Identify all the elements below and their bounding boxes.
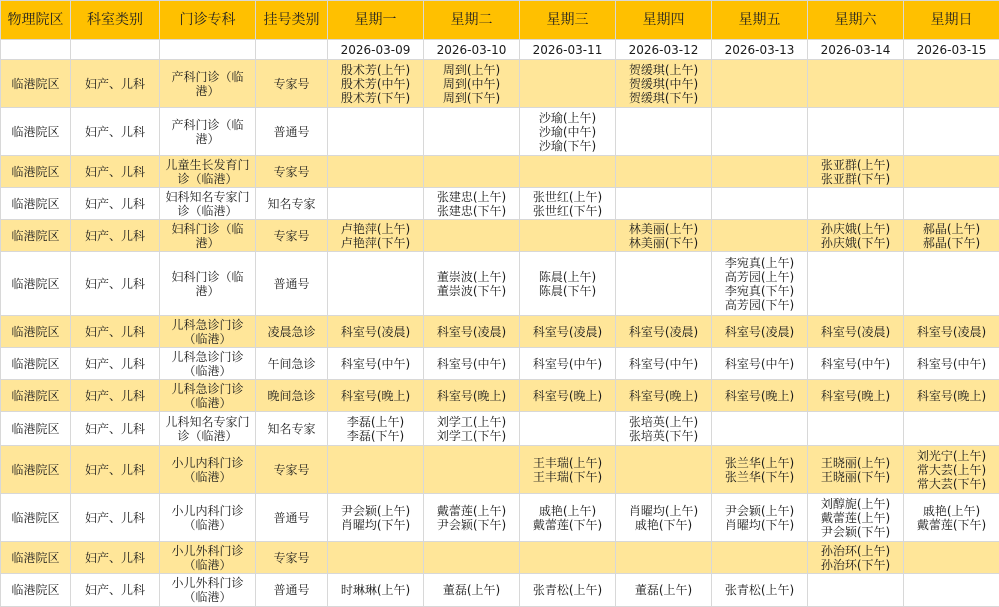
schedule-cell bbox=[328, 412, 424, 446]
header-monday: 星期一 bbox=[328, 1, 424, 40]
schedule-cell bbox=[904, 156, 999, 188]
category-cell: 妇产、儿科 bbox=[71, 446, 160, 494]
schedule-cell bbox=[616, 446, 712, 494]
schedule-cell bbox=[904, 348, 999, 380]
doctor-slot[interactable]: 尹会颖(下午) bbox=[424, 518, 519, 532]
doctor-slot[interactable]: 林美丽(下午) bbox=[616, 236, 711, 250]
doctor-slot[interactable]: 周到(上午) bbox=[424, 63, 519, 77]
category-cell: 妇产、儿科 bbox=[71, 316, 160, 348]
schedule-cell bbox=[520, 446, 616, 494]
doctor-slot[interactable]: 贺缓琪(下午) bbox=[616, 91, 711, 105]
schedule-cell bbox=[328, 380, 424, 412]
doctor-slot[interactable]: 张兰华(下午) bbox=[712, 470, 807, 484]
schedule-cell bbox=[424, 220, 520, 252]
type-cell: 专家号 bbox=[256, 446, 328, 494]
doctor-slot[interactable]: 肖曜均(下午) bbox=[712, 518, 807, 532]
schedule-cell bbox=[328, 220, 424, 252]
campus-cell: 临港院区 bbox=[1, 220, 71, 252]
table-row bbox=[1, 316, 999, 348]
schedule-cell bbox=[904, 220, 999, 252]
schedule-cell bbox=[616, 542, 712, 574]
doctor-slot[interactable]: 戴蕾莲(上午) bbox=[424, 504, 519, 518]
campus-cell: 临港院区 bbox=[1, 156, 71, 188]
doctor-slot[interactable]: 殷术芳(中午) bbox=[328, 77, 423, 91]
schedule-cell bbox=[520, 542, 616, 574]
schedule-cell bbox=[328, 252, 424, 316]
doctor-slot[interactable]: 张建忠(上午) bbox=[424, 190, 519, 204]
schedule-cell bbox=[520, 188, 616, 220]
doctor-slot[interactable]: 科室号(晚上) bbox=[712, 389, 807, 403]
dept-cell: 产科门诊（临港） bbox=[160, 60, 256, 108]
schedule-cell bbox=[616, 316, 712, 348]
schedule-cell bbox=[904, 108, 999, 156]
schedule-cell bbox=[904, 446, 999, 494]
doctor-slot[interactable]: 王晓丽(下午) bbox=[808, 470, 903, 484]
date-saturday: 2026-03-14 bbox=[808, 40, 904, 60]
campus-cell: 临港院区 bbox=[1, 252, 71, 316]
schedule-cell bbox=[424, 542, 520, 574]
schedule-cell bbox=[328, 446, 424, 494]
doctor-slot[interactable]: 陈晨(上午) bbox=[520, 270, 615, 284]
schedule-cell bbox=[424, 412, 520, 446]
schedule-cell bbox=[616, 348, 712, 380]
date-thursday: 2026-03-12 bbox=[616, 40, 712, 60]
campus-cell: 临港院区 bbox=[1, 316, 71, 348]
schedule-cell bbox=[520, 316, 616, 348]
type-cell: 专家号 bbox=[256, 220, 328, 252]
schedule-cell bbox=[520, 108, 616, 156]
type-cell: 专家号 bbox=[256, 542, 328, 574]
doctor-slot[interactable]: 沙瑜(中午) bbox=[520, 125, 615, 139]
schedule-cell bbox=[616, 220, 712, 252]
dept-cell: 儿科知名专家门诊（临港） bbox=[160, 412, 256, 446]
schedule-cell bbox=[712, 446, 808, 494]
doctor-slot[interactable]: 科室号(凌晨) bbox=[328, 325, 423, 339]
doctor-slot[interactable]: 科室号(晚上) bbox=[904, 389, 999, 403]
dept-cell: 儿童生长发育门诊（临港） bbox=[160, 156, 256, 188]
schedule-cell bbox=[424, 188, 520, 220]
type-cell: 普通号 bbox=[256, 108, 328, 156]
header-dept: 门诊专科 bbox=[160, 1, 256, 40]
doctor-slot[interactable]: 肖曜均(下午) bbox=[328, 518, 423, 532]
doctor-slot[interactable]: 张青松(上午) bbox=[712, 583, 807, 597]
schedule-cell bbox=[712, 188, 808, 220]
doctor-slot[interactable]: 戴蕾莲(上午) bbox=[808, 511, 903, 525]
doctor-slot[interactable]: 郝晶(下午) bbox=[904, 236, 999, 250]
doctor-slot[interactable]: 孙治环(上午) bbox=[808, 544, 903, 558]
header-saturday: 星期六 bbox=[808, 1, 904, 40]
doctor-slot[interactable]: 刘学工(上午) bbox=[424, 415, 519, 429]
date-blank bbox=[1, 40, 71, 60]
schedule-cell bbox=[712, 412, 808, 446]
schedule-cell bbox=[424, 380, 520, 412]
schedule-cell bbox=[424, 494, 520, 542]
schedule-cell bbox=[520, 60, 616, 108]
type-cell: 普通号 bbox=[256, 574, 328, 607]
doctor-slot[interactable]: 张世红(上午) bbox=[520, 190, 615, 204]
doctor-slot[interactable]: 科室号(中午) bbox=[520, 357, 615, 371]
schedule-cell bbox=[616, 380, 712, 412]
date-row bbox=[1, 40, 999, 60]
doctor-slot[interactable]: 时琳琳(上午) bbox=[328, 583, 423, 597]
doctor-slot[interactable]: 常大芸(上午) bbox=[904, 463, 999, 477]
dept-cell: 儿科急诊门诊（临港） bbox=[160, 316, 256, 348]
type-cell: 知名专家 bbox=[256, 188, 328, 220]
header-category: 科室类别 bbox=[71, 1, 160, 40]
doctor-slot[interactable]: 董崇波(下午) bbox=[424, 284, 519, 298]
schedule-cell bbox=[808, 108, 904, 156]
schedule-cell bbox=[712, 542, 808, 574]
dept-cell: 妇科门诊（临港） bbox=[160, 252, 256, 316]
category-cell: 妇产、儿科 bbox=[71, 108, 160, 156]
category-cell: 妇产、儿科 bbox=[71, 252, 160, 316]
doctor-slot[interactable]: 殷术芳(下午) bbox=[328, 91, 423, 105]
doctor-slot[interactable]: 董崇波(上午) bbox=[424, 270, 519, 284]
doctor-slot[interactable]: 董磊(上午) bbox=[424, 583, 519, 597]
doctor-slot[interactable]: 科室号(凌晨) bbox=[520, 325, 615, 339]
doctor-slot[interactable]: 科室号(凌晨) bbox=[424, 325, 519, 339]
doctor-slot[interactable]: 肖曜均(上午) bbox=[616, 504, 711, 518]
header-friday: 星期五 bbox=[712, 1, 808, 40]
date-tuesday: 2026-03-10 bbox=[424, 40, 520, 60]
dept-cell: 小儿内科门诊（临港） bbox=[160, 494, 256, 542]
table-row bbox=[1, 252, 999, 316]
doctor-slot[interactable]: 李磊(下午) bbox=[328, 429, 423, 443]
doctor-slot[interactable]: 张亚群(下午) bbox=[808, 172, 903, 186]
doctor-slot[interactable]: 李宛真(上午) bbox=[712, 256, 807, 270]
schedule-cell bbox=[424, 316, 520, 348]
schedule-cell bbox=[616, 156, 712, 188]
doctor-slot[interactable]: 李宛真(下午) bbox=[712, 284, 807, 298]
dept-cell: 儿科急诊门诊（临港） bbox=[160, 380, 256, 412]
schedule-cell bbox=[904, 316, 999, 348]
table-row bbox=[1, 188, 999, 220]
schedule-cell bbox=[328, 60, 424, 108]
dept-cell: 妇科知名专家门诊（临港） bbox=[160, 188, 256, 220]
doctor-slot[interactable]: 科室号(凌晨) bbox=[712, 325, 807, 339]
header-tuesday: 星期二 bbox=[424, 1, 520, 40]
category-cell: 妇产、儿科 bbox=[71, 380, 160, 412]
schedule-cell bbox=[328, 542, 424, 574]
doctor-slot[interactable]: 科室号(中午) bbox=[808, 357, 903, 371]
schedule-cell bbox=[808, 574, 904, 607]
table-row bbox=[1, 446, 999, 494]
category-cell: 妇产、儿科 bbox=[71, 348, 160, 380]
header-type: 挂号类别 bbox=[256, 1, 328, 40]
doctor-slot[interactable]: 戚艳(下午) bbox=[616, 518, 711, 532]
schedule-cell bbox=[904, 412, 999, 446]
doctor-slot[interactable]: 沙瑜(下午) bbox=[520, 139, 615, 153]
campus-cell: 临港院区 bbox=[1, 60, 71, 108]
doctor-slot[interactable]: 科室号(凌晨) bbox=[616, 325, 711, 339]
doctor-slot[interactable]: 戴蕾莲(下午) bbox=[904, 518, 999, 532]
schedule-cell bbox=[712, 220, 808, 252]
schedule-cell bbox=[904, 380, 999, 412]
doctor-slot[interactable]: 刘光宁(上午) bbox=[904, 449, 999, 463]
schedule-cell bbox=[808, 252, 904, 316]
schedule-cell bbox=[904, 494, 999, 542]
type-cell: 凌晨急诊 bbox=[256, 316, 328, 348]
doctor-slot[interactable]: 科室号(晚上) bbox=[520, 389, 615, 403]
campus-cell: 临港院区 bbox=[1, 108, 71, 156]
doctor-slot[interactable]: 沙瑜(上午) bbox=[520, 111, 615, 125]
doctor-slot[interactable]: 高芳园(下午) bbox=[712, 298, 807, 312]
schedule-cell bbox=[616, 494, 712, 542]
schedule-cell bbox=[712, 156, 808, 188]
category-cell: 妇产、儿科 bbox=[71, 60, 160, 108]
doctor-slot[interactable]: 张兰华(上午) bbox=[712, 456, 807, 470]
doctor-slot[interactable]: 科室号(晚上) bbox=[424, 389, 519, 403]
doctor-slot[interactable]: 陈晨(下午) bbox=[520, 284, 615, 298]
schedule-cell bbox=[904, 542, 999, 574]
table-row bbox=[1, 108, 999, 156]
schedule-cell bbox=[424, 348, 520, 380]
type-cell: 专家号 bbox=[256, 60, 328, 108]
schedule-cell bbox=[904, 252, 999, 316]
schedule-body bbox=[1, 60, 999, 607]
schedule-cell bbox=[808, 446, 904, 494]
doctor-slot[interactable]: 林美丽(上午) bbox=[616, 222, 711, 236]
doctor-slot[interactable]: 刘醇旎(上午) bbox=[808, 497, 903, 511]
schedule-cell bbox=[616, 108, 712, 156]
type-cell: 知名专家 bbox=[256, 412, 328, 446]
header-wednesday: 星期三 bbox=[520, 1, 616, 40]
doctor-slot[interactable]: 贺缓琪(上午) bbox=[616, 63, 711, 77]
doctor-slot[interactable]: 孙庆娥(上午) bbox=[808, 222, 903, 236]
table-row bbox=[1, 494, 999, 542]
schedule-cell bbox=[424, 574, 520, 607]
doctor-slot[interactable]: 殷术芳(上午) bbox=[328, 63, 423, 77]
schedule-cell bbox=[328, 316, 424, 348]
doctor-slot[interactable]: 高芳园(上午) bbox=[712, 270, 807, 284]
type-cell: 普通号 bbox=[256, 252, 328, 316]
type-cell: 午间急诊 bbox=[256, 348, 328, 380]
dept-cell: 小儿外科门诊（临港） bbox=[160, 574, 256, 607]
doctor-slot[interactable]: 戚艳(上午) bbox=[520, 504, 615, 518]
doctor-slot[interactable]: 科室号(凌晨) bbox=[904, 325, 999, 339]
dept-cell: 小儿内科门诊（临港） bbox=[160, 446, 256, 494]
type-cell: 晚间急诊 bbox=[256, 380, 328, 412]
schedule-cell bbox=[520, 220, 616, 252]
doctor-slot[interactable]: 董磊(上午) bbox=[616, 583, 711, 597]
doctor-slot[interactable]: 王晓丽(上午) bbox=[808, 456, 903, 470]
schedule-cell bbox=[808, 412, 904, 446]
schedule-cell bbox=[520, 252, 616, 316]
date-friday: 2026-03-13 bbox=[712, 40, 808, 60]
table-row bbox=[1, 542, 999, 574]
schedule-cell bbox=[520, 574, 616, 607]
schedule-cell bbox=[424, 252, 520, 316]
schedule-cell bbox=[904, 60, 999, 108]
campus-cell: 临港院区 bbox=[1, 494, 71, 542]
table-row bbox=[1, 574, 999, 607]
category-cell: 妇产、儿科 bbox=[71, 574, 160, 607]
schedule-cell bbox=[712, 316, 808, 348]
date-blank bbox=[256, 40, 328, 60]
schedule-cell bbox=[712, 108, 808, 156]
doctor-slot[interactable]: 科室号(晚上) bbox=[808, 389, 903, 403]
type-cell: 专家号 bbox=[256, 156, 328, 188]
header-sunday: 星期日 bbox=[904, 1, 999, 40]
category-cell: 妇产、儿科 bbox=[71, 220, 160, 252]
campus-cell: 临港院区 bbox=[1, 380, 71, 412]
schedule-cell bbox=[616, 252, 712, 316]
header-row bbox=[1, 1, 999, 40]
header-thursday: 星期四 bbox=[616, 1, 712, 40]
table-row bbox=[1, 60, 999, 108]
doctor-slot[interactable]: 科室号(中午) bbox=[904, 357, 999, 371]
campus-cell: 临港院区 bbox=[1, 188, 71, 220]
doctor-slot[interactable]: 尹会颖(下午) bbox=[808, 525, 903, 539]
schedule-cell bbox=[616, 188, 712, 220]
schedule-cell bbox=[712, 494, 808, 542]
schedule-cell bbox=[520, 412, 616, 446]
date-blank bbox=[160, 40, 256, 60]
category-cell: 妇产、儿科 bbox=[71, 412, 160, 446]
schedule-cell bbox=[808, 542, 904, 574]
schedule-cell bbox=[808, 220, 904, 252]
table-row bbox=[1, 412, 999, 446]
doctor-slot[interactable]: 贺缓琪(中午) bbox=[616, 77, 711, 91]
schedule-cell bbox=[520, 348, 616, 380]
schedule-cell bbox=[808, 156, 904, 188]
doctor-slot[interactable]: 卢艳萍(上午) bbox=[328, 222, 423, 236]
schedule-cell bbox=[808, 348, 904, 380]
doctor-slot[interactable]: 王丰瑞(下午) bbox=[520, 470, 615, 484]
table-row bbox=[1, 348, 999, 380]
schedule-cell bbox=[712, 252, 808, 316]
schedule-cell bbox=[616, 412, 712, 446]
campus-cell: 临港院区 bbox=[1, 542, 71, 574]
doctor-slot[interactable]: 卢艳萍(下午) bbox=[328, 236, 423, 250]
schedule-cell bbox=[424, 108, 520, 156]
doctor-slot[interactable]: 尹会颖(上午) bbox=[712, 504, 807, 518]
doctor-slot[interactable]: 科室号(晚上) bbox=[328, 389, 423, 403]
campus-cell: 临港院区 bbox=[1, 412, 71, 446]
dept-cell: 产科门诊（临港） bbox=[160, 108, 256, 156]
schedule-cell bbox=[424, 60, 520, 108]
schedule-cell bbox=[328, 574, 424, 607]
schedule-cell bbox=[808, 316, 904, 348]
schedule-cell bbox=[520, 494, 616, 542]
doctor-slot[interactable]: 戚艳(上午) bbox=[904, 504, 999, 518]
campus-cell: 临港院区 bbox=[1, 574, 71, 607]
schedule-cell bbox=[712, 60, 808, 108]
doctor-slot[interactable]: 张亚群(上午) bbox=[808, 158, 903, 172]
campus-cell: 临港院区 bbox=[1, 446, 71, 494]
date-blank bbox=[71, 40, 160, 60]
schedule-cell bbox=[520, 156, 616, 188]
category-cell: 妇产、儿科 bbox=[71, 494, 160, 542]
dept-cell: 儿科急诊门诊（临港） bbox=[160, 348, 256, 380]
date-wednesday: 2026-03-11 bbox=[520, 40, 616, 60]
schedule-cell bbox=[328, 494, 424, 542]
schedule-cell bbox=[424, 156, 520, 188]
doctor-slot[interactable]: 孙庆娥(下午) bbox=[808, 236, 903, 250]
doctor-slot[interactable]: 科室号(中午) bbox=[712, 357, 807, 371]
doctor-slot[interactable]: 科室号(凌晨) bbox=[808, 325, 903, 339]
header-campus: 物理院区 bbox=[1, 1, 71, 40]
schedule-cell bbox=[904, 188, 999, 220]
doctor-slot[interactable]: 周到(中午) bbox=[424, 77, 519, 91]
doctor-slot[interactable]: 张培英(下午) bbox=[616, 429, 711, 443]
doctor-slot[interactable]: 张世红(下午) bbox=[520, 204, 615, 218]
campus-cell: 临港院区 bbox=[1, 348, 71, 380]
table-row bbox=[1, 156, 999, 188]
schedule-cell bbox=[424, 446, 520, 494]
schedule-cell bbox=[904, 574, 999, 607]
category-cell: 妇产、儿科 bbox=[71, 542, 160, 574]
doctor-slot[interactable]: 张建忠(下午) bbox=[424, 204, 519, 218]
doctor-slot[interactable]: 科室号(晚上) bbox=[616, 389, 711, 403]
schedule-cell bbox=[712, 380, 808, 412]
doctor-slot[interactable]: 王丰瑞(上午) bbox=[520, 456, 615, 470]
type-cell: 普通号 bbox=[256, 494, 328, 542]
doctor-slot[interactable]: 常大芸(下午) bbox=[904, 477, 999, 491]
schedule-cell bbox=[808, 494, 904, 542]
doctor-slot[interactable]: 科室号(中午) bbox=[424, 357, 519, 371]
schedule-cell bbox=[808, 60, 904, 108]
doctor-slot[interactable]: 科室号(中午) bbox=[328, 357, 423, 371]
schedule-cell bbox=[616, 574, 712, 607]
doctor-slot[interactable]: 刘学工(下午) bbox=[424, 429, 519, 443]
doctor-slot[interactable]: 科室号(中午) bbox=[616, 357, 711, 371]
category-cell: 妇产、儿科 bbox=[71, 156, 160, 188]
category-cell: 妇产、儿科 bbox=[71, 188, 160, 220]
schedule-cell bbox=[328, 188, 424, 220]
doctor-slot[interactable]: 孙治环(下午) bbox=[808, 558, 903, 572]
date-monday: 2026-03-09 bbox=[328, 40, 424, 60]
doctor-slot[interactable]: 戴蕾莲(下午) bbox=[520, 518, 615, 532]
schedule-cell bbox=[808, 188, 904, 220]
schedule-cell bbox=[712, 574, 808, 607]
table-row bbox=[1, 380, 999, 412]
doctor-slot[interactable]: 周到(下午) bbox=[424, 91, 519, 105]
date-sunday: 2026-03-15 bbox=[904, 40, 999, 60]
dept-cell: 小儿外科门诊（临港） bbox=[160, 542, 256, 574]
doctor-slot[interactable]: 张培英(上午) bbox=[616, 415, 711, 429]
schedule-cell bbox=[520, 380, 616, 412]
dept-cell: 妇科门诊（临港） bbox=[160, 220, 256, 252]
doctor-slot[interactable]: 李磊(上午) bbox=[328, 415, 423, 429]
schedule-cell bbox=[808, 380, 904, 412]
schedule-cell bbox=[328, 156, 424, 188]
table-row bbox=[1, 220, 999, 252]
doctor-slot[interactable]: 张青松(上午) bbox=[520, 583, 615, 597]
schedule-cell bbox=[712, 348, 808, 380]
doctor-slot[interactable]: 郝晶(上午) bbox=[904, 222, 999, 236]
schedule-cell bbox=[328, 108, 424, 156]
schedule-cell bbox=[328, 348, 424, 380]
doctor-slot[interactable]: 尹会颖(上午) bbox=[328, 504, 423, 518]
schedule-cell bbox=[616, 60, 712, 108]
